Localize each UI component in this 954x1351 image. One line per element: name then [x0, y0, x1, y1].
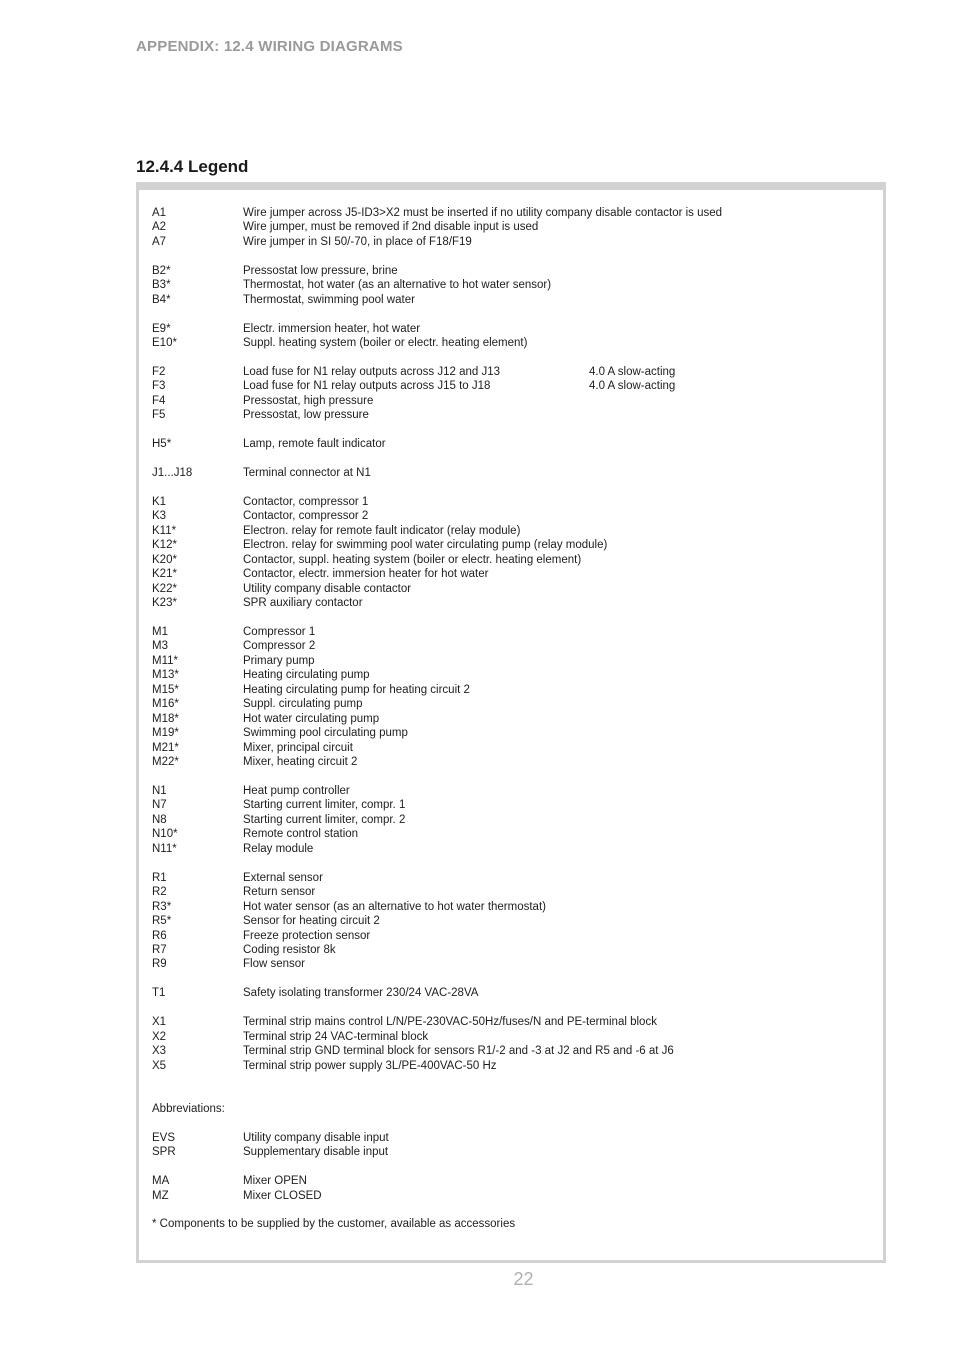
- legend-description: Contactor, compressor 2: [243, 510, 369, 523]
- legend-row: [152, 365, 873, 379]
- legend-code: F5: [152, 409, 166, 422]
- legend-code: R3*: [152, 900, 172, 913]
- legend-code: A2: [152, 221, 167, 234]
- legend-code: K21*: [152, 568, 177, 581]
- legend-code: N7: [152, 799, 167, 812]
- legend-row: [152, 293, 873, 307]
- abbreviation-groups: [152, 1131, 873, 1203]
- legend-code: J1...J18: [152, 467, 193, 480]
- legend-description: Starting current limiter, compr. 2: [243, 813, 406, 826]
- legend-description: Suppl. heating system (boiler or electr. heating element): [243, 337, 528, 350]
- legend-description: Heating circulating pump for heating circuit 2: [243, 683, 470, 696]
- abbreviation-group: [152, 1131, 873, 1160]
- legend-code: N11*: [152, 842, 177, 855]
- legend-description: Contactor, compressor 1: [243, 495, 369, 508]
- abbreviation-row: [152, 1131, 873, 1145]
- legend-code: M11*: [152, 654, 178, 667]
- legend-row: [152, 408, 873, 422]
- legend-code: M22*: [152, 756, 179, 769]
- legend-row: [152, 755, 873, 769]
- legend-row: [152, 813, 873, 827]
- legend-description: External sensor: [243, 871, 323, 884]
- legend-code: A1: [152, 207, 167, 219]
- legend-code: R1: [152, 871, 167, 884]
- legend-code: K22*: [152, 582, 177, 595]
- legend-code: K3: [152, 510, 167, 523]
- legend-code: M19*: [152, 727, 179, 740]
- legend-description: Electron. relay for remote fault indicator (relay module): [243, 524, 521, 537]
- legend-group: [152, 206, 873, 249]
- legend-code: MA: [152, 1175, 170, 1188]
- legend-row: [152, 943, 873, 957]
- legend-code: N1: [152, 785, 167, 797]
- legend-group: [152, 264, 873, 307]
- legend-description: Terminal strip 24 VAC-terminal block: [243, 1030, 429, 1043]
- legend-description: Thermostat, swimming pool water: [243, 293, 415, 306]
- legend-description: Thermostat, hot water (as an alternative to hot water sensor): [243, 279, 552, 292]
- legend-row: [152, 900, 873, 914]
- legend-group: [152, 437, 873, 451]
- legend-code: X5: [152, 1059, 167, 1072]
- legend-row: [152, 495, 873, 509]
- legend-code: N8: [152, 813, 167, 826]
- legend-description: Utility company disable contactor: [243, 582, 412, 595]
- legend-code: R9: [152, 958, 167, 971]
- legend-code: K1: [152, 495, 167, 508]
- legend-code: N10*: [152, 828, 178, 841]
- abbreviation-row: [152, 1145, 873, 1159]
- legend-description: Electron. relay for swimming pool water circulating pump (relay module): [243, 539, 608, 552]
- legend-code: EVS: [152, 1131, 176, 1144]
- legend-description: Remote control station: [243, 828, 359, 841]
- legend-row: [152, 668, 873, 682]
- legend-code: K20*: [152, 553, 177, 566]
- section-title: 12.4.4 Legend: [136, 157, 249, 176]
- legend-row: [152, 235, 873, 249]
- legend-code: X2: [152, 1030, 167, 1043]
- legend-row: [152, 885, 873, 899]
- legend-code: M1: [152, 626, 168, 639]
- legend-description: Sensor for heating circuit 2: [243, 915, 380, 928]
- legend-description: Suppl. circulating pump: [243, 698, 363, 711]
- legend-code: M13*: [152, 669, 179, 682]
- legend-description: Mixer, principal circuit: [243, 741, 353, 754]
- legend-row: [152, 639, 873, 653]
- legend-description: Terminal strip power supply 3L/PE-400VAC-50 Hz: [243, 1059, 497, 1072]
- legend-description: Pressostat low pressure, brine: [243, 264, 398, 277]
- legend-description: Terminal strip GND terminal block for sensors R1/-2 and -3 at J2 and R5 and -6 at J6: [243, 1045, 674, 1058]
- legend-description: SPR auxiliary contactor: [243, 597, 363, 610]
- legend-description: Compressor 2: [243, 640, 316, 653]
- legend-row: [152, 683, 873, 697]
- legend-code: B2*: [152, 264, 171, 277]
- abbreviations-heading: Abbreviations:: [152, 1102, 225, 1115]
- legend-row: [152, 1059, 873, 1073]
- legend-code: E10*: [152, 337, 177, 350]
- legend-row: [152, 582, 873, 596]
- legend-description: Pressostat, high pressure: [243, 394, 374, 407]
- legend-row: [152, 1030, 873, 1044]
- legend-row: [152, 726, 873, 740]
- page-number: 22: [513, 1269, 534, 1289]
- legend-note: 4.0 A slow-acting: [589, 380, 676, 393]
- legend-description: Freeze protection sensor: [243, 929, 371, 942]
- legend-description: Heating circulating pump: [243, 669, 370, 682]
- legend-description: Wire jumper, must be removed if 2nd disable input is used: [243, 221, 539, 234]
- legend-box: [136, 182, 886, 1263]
- legend-row: [152, 929, 873, 943]
- legend-code: E9*: [152, 322, 171, 335]
- abbreviation-row: [152, 1189, 873, 1203]
- legend-code: B4*: [152, 293, 171, 306]
- legend-row: [152, 741, 873, 755]
- legend-row: [152, 538, 873, 552]
- legend-description: Load fuse for N1 relay outputs across J12 and J13: [243, 365, 500, 378]
- abbreviation-group: [152, 1174, 873, 1203]
- legend-description: Load fuse for N1 relay outputs across J15 to J18: [243, 380, 491, 393]
- legend-description: Flow sensor: [243, 958, 305, 971]
- legend-code: X1: [152, 1016, 167, 1029]
- legend-description: Wire jumper in SI 50/-70, in place of F18/F19: [243, 235, 472, 248]
- legend-description: Wire jumper across J5-ID3>X2 must be inserted if no utility company disable contactor is used: [243, 207, 723, 219]
- legend-row: [152, 784, 873, 798]
- legend-code: F4: [152, 394, 166, 407]
- legend-row: [152, 567, 873, 581]
- legend-group: [152, 365, 873, 423]
- legend-row: [152, 379, 873, 393]
- legend-code: H5*: [152, 438, 172, 451]
- legend-row: [152, 524, 873, 538]
- legend-description: Mixer CLOSED: [243, 1189, 322, 1202]
- legend-row: [152, 596, 873, 610]
- legend-description: Heat pump controller: [243, 785, 350, 797]
- legend-row: [152, 1044, 873, 1058]
- legend-row: [152, 697, 873, 711]
- legend-group: [152, 784, 873, 856]
- legend-row: [152, 914, 873, 928]
- legend-code: SPR: [152, 1146, 176, 1159]
- legend-row: [152, 466, 873, 480]
- legend-body: [152, 206, 873, 1232]
- legend-code: M3: [152, 640, 168, 653]
- legend-row: [152, 509, 873, 523]
- legend-description: Hot water circulating pump: [243, 712, 380, 725]
- legend-row: [152, 553, 873, 567]
- legend-row: [152, 437, 873, 451]
- legend-code: K11*: [152, 524, 177, 537]
- legend-row: [152, 206, 873, 220]
- legend-code: B3*: [152, 279, 171, 292]
- legend-code: M15*: [152, 683, 179, 696]
- legend-description: Mixer, heating circuit 2: [243, 756, 358, 769]
- legend-row: [152, 394, 873, 408]
- legend-code: R6: [152, 929, 167, 942]
- legend-description: Coding resistor 8k: [243, 943, 336, 956]
- legend-description: Terminal strip mains control L/N/PE-230VAC-50Hz/fuses/N and PE-terminal block: [243, 1016, 657, 1029]
- legend-code: K12*: [152, 539, 177, 552]
- legend-group: [152, 495, 873, 611]
- legend-group: [152, 871, 873, 972]
- legend-row: [152, 871, 873, 885]
- legend-code: M21*: [152, 741, 179, 754]
- legend-description: Lamp, remote fault indicator: [243, 438, 386, 451]
- legend-row: [152, 957, 873, 971]
- legend-code: F2: [152, 365, 166, 378]
- abbreviation-row: [152, 1174, 873, 1188]
- legend-description: Mixer OPEN: [243, 1175, 307, 1188]
- legend-group: [152, 322, 873, 351]
- legend-code: X3: [152, 1045, 167, 1058]
- legend-description: Starting current limiter, compr. 1: [243, 799, 406, 812]
- legend-description: Safety isolating transformer 230/24 VAC-28VA: [243, 987, 479, 1000]
- legend-description: Relay module: [243, 842, 314, 855]
- legend-code: T1: [152, 987, 166, 1000]
- legend-code: A7: [152, 235, 167, 248]
- legend-description: Compressor 1: [243, 626, 316, 639]
- legend-row: [152, 322, 873, 336]
- legend-row: [152, 842, 873, 856]
- legend-row: [152, 278, 873, 292]
- legend-description: Electr. immersion heater, hot water: [243, 322, 421, 335]
- legend-code: MZ: [152, 1189, 169, 1202]
- legend-description: Pressostat, low pressure: [243, 409, 369, 422]
- legend-row: [152, 264, 873, 278]
- legend-description: Hot water sensor (as an alternative to hot water thermostat): [243, 900, 546, 913]
- legend-description: Primary pump: [243, 654, 315, 667]
- legend-group: [152, 466, 873, 480]
- legend-group: [152, 986, 873, 1000]
- legend-row: [152, 986, 873, 1000]
- legend-description: Supplementary disable input: [243, 1146, 389, 1159]
- legend-groups: [152, 206, 873, 1073]
- footnote: * Components to be supplied by the customer, available as accessories: [152, 1218, 516, 1231]
- legend-description: Return sensor: [243, 886, 316, 899]
- legend-row: [152, 220, 873, 234]
- legend-description: Contactor, electr. immersion heater for hot water: [243, 568, 489, 581]
- legend-group: [152, 625, 873, 770]
- legend-row: [152, 712, 873, 726]
- legend-description: Swimming pool circulating pump: [243, 727, 408, 740]
- legend-row: [152, 827, 873, 841]
- legend-description: Terminal connector at N1: [243, 467, 371, 480]
- legend-code: M16*: [152, 698, 179, 711]
- legend-row: [152, 336, 873, 350]
- legend-code: R7: [152, 943, 167, 956]
- legend-row: [152, 1015, 873, 1029]
- legend-code: F3: [152, 380, 166, 393]
- legend-description: Contactor, suppl. heating system (boiler or electr. heating element): [243, 553, 582, 566]
- legend-code: K23*: [152, 597, 177, 610]
- legend-row: [152, 654, 873, 668]
- legend-note: 4.0 A slow-acting: [589, 365, 676, 378]
- legend-group: [152, 1015, 873, 1073]
- legend-row: [152, 798, 873, 812]
- legend-row: [152, 625, 873, 639]
- legend-code: R2: [152, 886, 167, 899]
- running-header: APPENDIX: 12.4 WIRING DIAGRAMS: [136, 38, 403, 55]
- legend-code: M18*: [152, 712, 179, 725]
- legend-code: R5*: [152, 915, 172, 928]
- legend-description: Utility company disable input: [243, 1131, 389, 1144]
